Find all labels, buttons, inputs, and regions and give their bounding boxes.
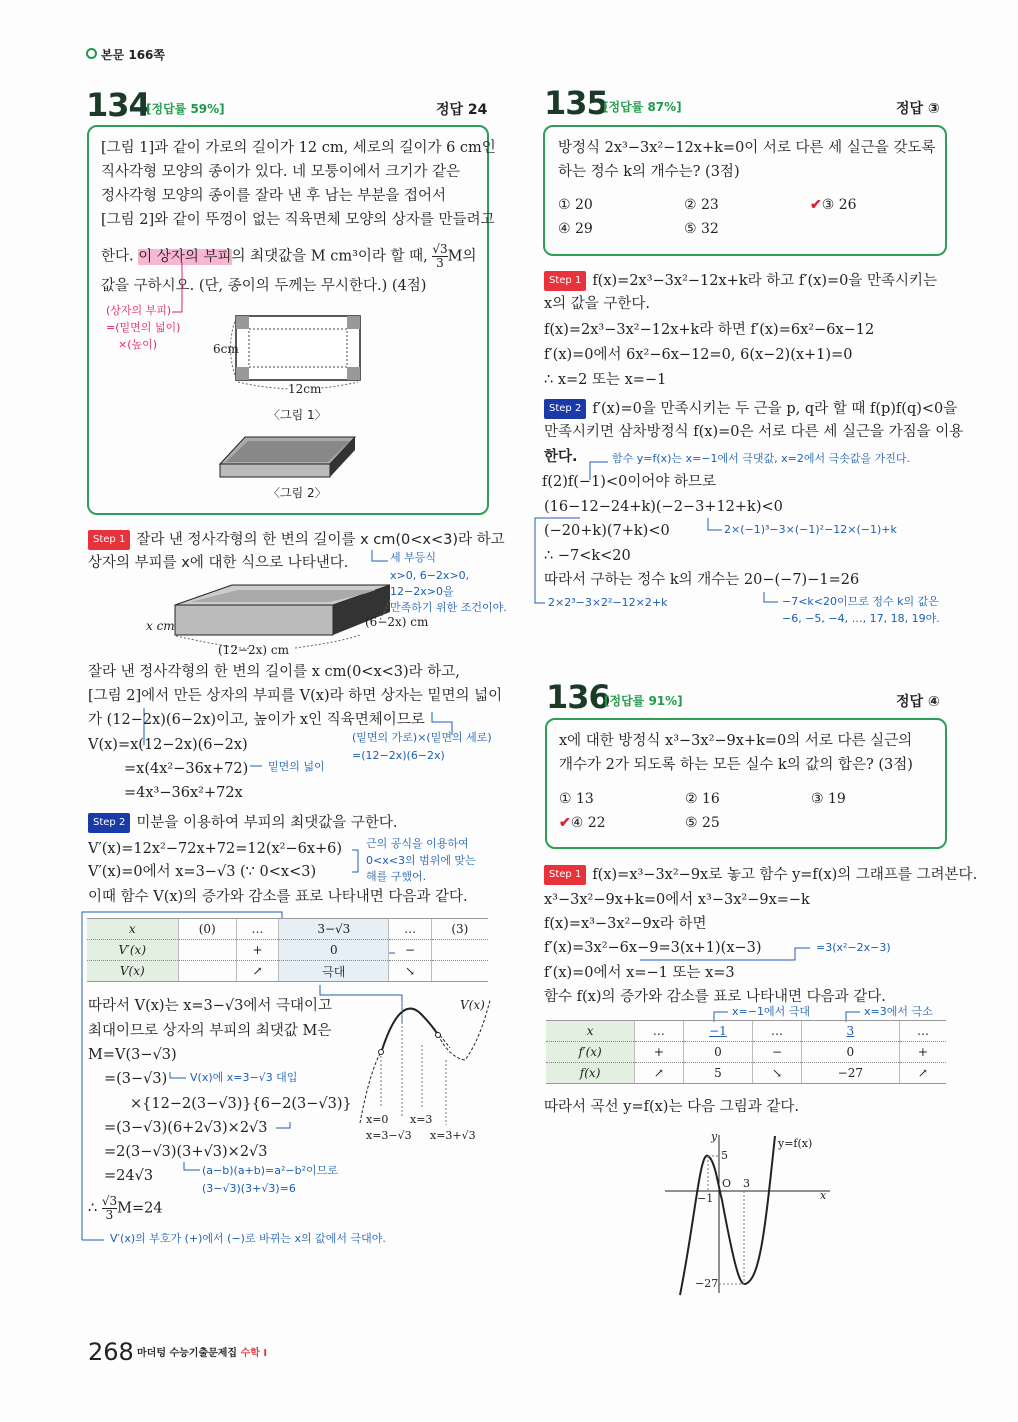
annotation: 12−2x>0을: [390, 585, 454, 598]
checkmark-icon: ✔: [559, 815, 571, 831]
text: f(x)=2x³−3x²−12x+k라 하고 f′(x)=0을 만족시키는: [592, 273, 938, 289]
text: 미분을 이용하여 부피의 최댓값을 구한다.: [136, 815, 398, 831]
solution-line: [그림 2]에서 만든 상자의 부피를 V(x)라 하면 상자는 밑면의 넓이: [88, 688, 503, 704]
step-badge: Step 2: [544, 399, 586, 419]
step-badge: Step 2: [88, 813, 130, 833]
text: 잘라 낸 정사각형의 한 변의 길이를 x cm(0<x<3)라 하고: [136, 532, 505, 548]
table-row: [87, 919, 488, 940]
solution-line: M=V(3−√3): [88, 1047, 177, 1063]
x-axis-label: x: [820, 1189, 827, 1202]
checkmark-icon: ✔: [810, 197, 822, 213]
fig1-width-label: 12cm: [288, 382, 322, 396]
therefore: ∴: [88, 1200, 98, 1217]
subject: 수학 I: [240, 1348, 268, 1359]
solution-line: x³−3x²−9x+k=0에서 x³−3x²−9x=−k: [544, 892, 810, 908]
denominator: 3: [105, 1208, 114, 1222]
cell: −: [753, 1042, 801, 1063]
annotation: V′(x)의 부호가 (+)에서 (−)로 바뀌는 x의 값에서 극대야.: [110, 1232, 386, 1245]
cell: (3): [431, 919, 488, 940]
question-line: [그림 2]와 같이 뚜껑이 없는 직육면체 모양의 상자를 만들려고: [101, 212, 495, 228]
solution-line: =(3−√3)(6+2√3)×2√3: [104, 1120, 268, 1136]
tick-label: −1: [697, 1192, 714, 1205]
annotation: x=−1에서 극대: [732, 1005, 810, 1018]
cell: ↗: [899, 1063, 946, 1084]
curve-label: y=f(x): [778, 1137, 813, 1150]
table-row: [87, 940, 488, 961]
solution-line: 따라서 구하는 정수 k의 개수는 20−(−7)−1=26: [544, 572, 860, 588]
cell: f′(x): [546, 1042, 635, 1063]
answer: 정답 ④: [896, 694, 940, 710]
annotation: ×(높이): [118, 338, 158, 351]
step2-heading: [88, 813, 397, 833]
cell: ↗: [236, 961, 278, 982]
step1-heading: [544, 865, 977, 885]
fig2-caption: 〈그림 2〉: [268, 486, 327, 500]
step-badge: Step 1: [544, 865, 586, 885]
step2-line: 한다.: [544, 449, 578, 465]
cell: V(x): [87, 961, 178, 982]
cell: −1: [683, 1021, 753, 1042]
annotation: 2×2³−3×2²−12×2+k: [548, 596, 668, 609]
cell: …: [389, 919, 431, 940]
annotation: (밑면의 가로)×(밑면의 세로): [352, 731, 492, 744]
numerator: √3: [432, 242, 448, 256]
cell: x: [87, 919, 178, 940]
variation-table: [546, 1020, 946, 1084]
tick-label: 3: [743, 1177, 750, 1190]
annotation: −7<k<20이므로 정수 k의 값은: [782, 595, 939, 608]
solution-line: ×{12−2(3−√3)}{6−2(3−√3)}: [130, 1096, 352, 1112]
problem-number: 134: [86, 86, 150, 124]
choice-label: ③ 26: [821, 197, 857, 213]
correct-rate: [정답률 59%]: [146, 102, 225, 116]
solution-line: [88, 1195, 163, 1222]
solution-line: =24√3: [104, 1168, 154, 1184]
annotation: −6, −5, −4, …, 17, 18, 19야.: [782, 612, 940, 625]
choice-4[interactable]: [559, 815, 606, 831]
solution-line: =4x³−36x²+72x: [124, 785, 243, 801]
solution-line: f′(x)=0에서 x=−1 또는 x=3: [544, 965, 735, 981]
cell: 0: [683, 1042, 753, 1063]
cell: +: [899, 1042, 946, 1063]
solution-line: f′(x)=0에서 6x²−6x−12=0, 6(x−2)(x+1)=0: [544, 347, 853, 363]
choice-label: ④ 22: [570, 815, 606, 831]
solution-line: V′(x)=0에서 x=3−√3 (∵ 0<x<3): [88, 864, 317, 880]
annotation: 해를 구했어.: [366, 870, 427, 883]
solution-line: 함수 f(x)의 증가와 감소를 표로 나타내면 다음과 같다.: [544, 989, 886, 1005]
choice-2[interactable]: ② 23: [684, 197, 719, 213]
solution-line: (−20+k)(7+k)<0: [544, 523, 670, 539]
cell: +: [236, 940, 278, 961]
solution-line: 이때 함수 V(x)의 증가와 감소를 표로 나타내면 다음과 같다.: [88, 889, 468, 905]
box-width-label: (12−2x) cm: [218, 643, 290, 657]
solution-line: 따라서 곡선 y=f(x)는 다음 그림과 같다.: [544, 1099, 799, 1115]
denominator: 3: [436, 256, 444, 270]
answer: 정답 24: [436, 102, 488, 118]
solution-line: ∴ x=2 또는 x=−1: [544, 372, 667, 388]
annotation: 함수 y=f(x)는 x=−1에서 극댓값, x=2에서 극솟값을 가진다.: [612, 452, 910, 465]
cell: −27: [801, 1063, 899, 1084]
graph-label: x=3: [410, 1113, 433, 1126]
text: 한다.: [101, 248, 139, 265]
box-height-label: x cm: [146, 619, 175, 633]
question-line: x에 대한 방정식 x³−3x²−9x+k=0의 서로 다른 실근의: [559, 733, 913, 749]
solution-line: V′(x)=12x²−72x+72=12(x²−6x+6): [88, 841, 343, 857]
annotation: x>0, 6−2x>0,: [390, 569, 470, 582]
table-row: [546, 1063, 946, 1084]
fraction: [102, 1195, 117, 1222]
cell: x: [546, 1021, 635, 1042]
choice-2[interactable]: ② 16: [685, 791, 720, 807]
cell: 0: [279, 940, 389, 961]
annotation: =3(x²−2x−3): [816, 941, 891, 954]
question-line: 방정식 2x³−3x²−12x+k=0이 서로 다른 세 실근을 갖도록: [558, 140, 936, 156]
cell: ↘: [389, 961, 431, 982]
solution-line: 따라서 V(x)는 x=3−√3에서 극대이고: [88, 998, 333, 1014]
question-line: 값을 구하시오. (단, 종이의 두께는 무시한다.) (4점): [101, 278, 427, 294]
solution-line: f(x)=x³−3x²−9x라 하면: [544, 916, 707, 932]
solution-line: V(x)=x(12−2x)(6−2x): [88, 737, 248, 753]
question-line: 직사각형 모양의 종이가 있다. 네 모퉁이에서 크기가 같은: [101, 164, 461, 180]
box-depth-label: (6−2x) cm: [365, 615, 429, 629]
cell: V′(x): [87, 940, 178, 961]
text: M=24: [117, 1200, 163, 1217]
text: M의: [447, 248, 477, 265]
correct-rate: [정답률 87%]: [603, 100, 682, 114]
table-row: [546, 1021, 946, 1042]
annotation: 세 부등식: [390, 551, 437, 564]
solution-line: =2(3−√3)(3+√3)×2√3: [104, 1144, 268, 1160]
choice-3[interactable]: ③ 19: [811, 791, 846, 807]
fig1-caption: 〈그림 1〉: [268, 408, 327, 422]
choice-1[interactable]: ① 13: [559, 791, 594, 807]
correct-rate: [정답률 91%]: [604, 694, 683, 708]
text: f(x)=x³−3x²−9x로 놓고 함수 y=f(x)의 그래프를 그려본다.: [592, 867, 978, 883]
tick-label: −27: [695, 1277, 719, 1290]
y-axis-label: y: [711, 1130, 718, 1143]
cell: 0: [801, 1042, 899, 1063]
page-number: 268: [88, 1338, 134, 1366]
annotation: x=3에서 극소: [864, 1005, 933, 1018]
fig1-height-label: 6cm: [213, 342, 239, 356]
annotation: (3−√3)(3+√3)=6: [202, 1182, 296, 1195]
solution-line: f(2)f(−1)<0이어야 하므로: [542, 474, 716, 490]
step2-line: 만족시키면 삼차방정식 f(x)=0은 서로 다른 세 실근을 가짐을 이용: [544, 424, 964, 440]
problem-number: 136: [546, 678, 610, 716]
solution-line: =(3−√3): [104, 1071, 168, 1087]
choice-4[interactable]: ④ 29: [558, 221, 593, 237]
annotation: V(x)에 x=3−√3 대입: [190, 1071, 298, 1084]
cell: 3: [801, 1021, 899, 1042]
cell: …: [635, 1021, 683, 1042]
annotation: 2×(−1)³−3×(−1)²−12×(−1)+k: [724, 523, 897, 536]
solution-line: f′(x)=3x²−6x−9=3(x+1)(x−3): [544, 940, 762, 956]
cell: 극대: [279, 961, 389, 982]
graph-label: x=3−√3: [366, 1129, 412, 1142]
step-badge: Step 1: [88, 530, 130, 550]
graph-label: x=3+√3: [430, 1129, 476, 1142]
answer: 정답 ③: [896, 101, 940, 117]
cell: −: [389, 940, 431, 961]
solution-line: 최대이므로 상자의 부피의 최댓값 M은: [88, 1023, 332, 1039]
annotation: =(12−2x)(6−2x): [352, 749, 445, 762]
highlight: 이 상자의 부피: [138, 248, 232, 265]
cell: (0): [178, 919, 236, 940]
cell: [431, 940, 488, 961]
cell: [431, 961, 488, 982]
table-row: [546, 1042, 946, 1063]
annotation: 만족하기 위한 조건이야.: [390, 601, 507, 614]
variation-table: [87, 918, 488, 982]
step-badge: Step 1: [544, 271, 586, 291]
step2-heading: [544, 399, 957, 419]
solution-line: f(x)=2x³−3x²−12x+k라 하면 f′(x)=6x²−6x−12: [544, 322, 875, 338]
annotation: (a−b)(a+b)=a²−b²이므로: [202, 1164, 338, 1177]
solution-line: =x(4x²−36x+72): [124, 761, 249, 777]
annotation: 0<x<3의 범위에 맞는: [366, 854, 476, 867]
solution-line: (16−12−24+k)(−2−3+12+k)<0: [544, 499, 783, 515]
origin-label: O: [722, 1177, 732, 1190]
question-line: [그림 1]과 같이 가로의 길이가 12 cm, 세로의 길이가 6 cm인: [101, 140, 496, 156]
step1-line: 상자의 부피를 x에 대한 식으로 나타낸다.: [88, 555, 349, 571]
cell: +: [635, 1042, 683, 1063]
tick-label: 5: [721, 1149, 728, 1162]
cell: 3−√3: [279, 919, 389, 940]
book-name: 마더텅 수능기출문제집: [137, 1348, 238, 1359]
step1-line: x의 값을 구한다.: [544, 296, 651, 312]
solution-line: ∴ −7<k<20: [544, 548, 631, 564]
cell: ↗: [635, 1063, 683, 1084]
cell: 5: [683, 1063, 753, 1084]
question-line: 하는 정수 k의 개수는? (3점): [558, 164, 740, 180]
cell: [178, 961, 236, 982]
numerator: √3: [101, 1194, 118, 1208]
choice-5[interactable]: ⑤ 32: [684, 221, 719, 237]
cell: …: [753, 1021, 801, 1042]
step1-heading: [88, 530, 505, 550]
annotation: =(밑면의 넓이): [106, 321, 181, 334]
choice-5[interactable]: ⑤ 25: [685, 815, 720, 831]
text: f′(x)=0을 만족시키는 두 근을 p, q라 할 때 f(p)f(q)<0을: [592, 401, 958, 417]
choice-3[interactable]: [810, 197, 857, 213]
text: 의 최댓값을 M cm³이라 할 때,: [231, 248, 433, 265]
annotation: 근의 공식을 이용하여: [366, 837, 469, 850]
solution-line: 잘라 낸 정사각형의 한 변의 길이를 x cm(0<x<3)라 하고,: [88, 664, 460, 680]
table-row: [87, 961, 488, 982]
graph-label: V(x): [460, 998, 485, 1012]
choice-1[interactable]: ① 20: [558, 197, 593, 213]
cell: ↘: [753, 1063, 801, 1084]
cell: …: [236, 919, 278, 940]
graph-label: x=0: [366, 1113, 389, 1126]
page-ref: 본문 166쪽: [86, 46, 165, 64]
problem-number: 135: [544, 84, 608, 122]
question-line: 정사각형 모양의 종이를 잘라 낸 후 남는 부분을 접어서: [101, 188, 447, 204]
cell: [178, 940, 236, 961]
annotation: (상자의 부피): [106, 304, 172, 317]
question-line: 개수가 2가 되도록 하는 모든 실수 k의 값의 합은? (3점): [559, 757, 913, 773]
cell: f(x): [546, 1063, 635, 1084]
annotation: 밑면의 넓이: [268, 760, 325, 773]
book-title: [137, 1345, 267, 1363]
cell: …: [899, 1021, 946, 1042]
step1-heading: [544, 271, 937, 291]
solution-line: 가 (12−2x)(6−2x)이고, 높이가 x인 직육면체이므로: [88, 712, 425, 728]
